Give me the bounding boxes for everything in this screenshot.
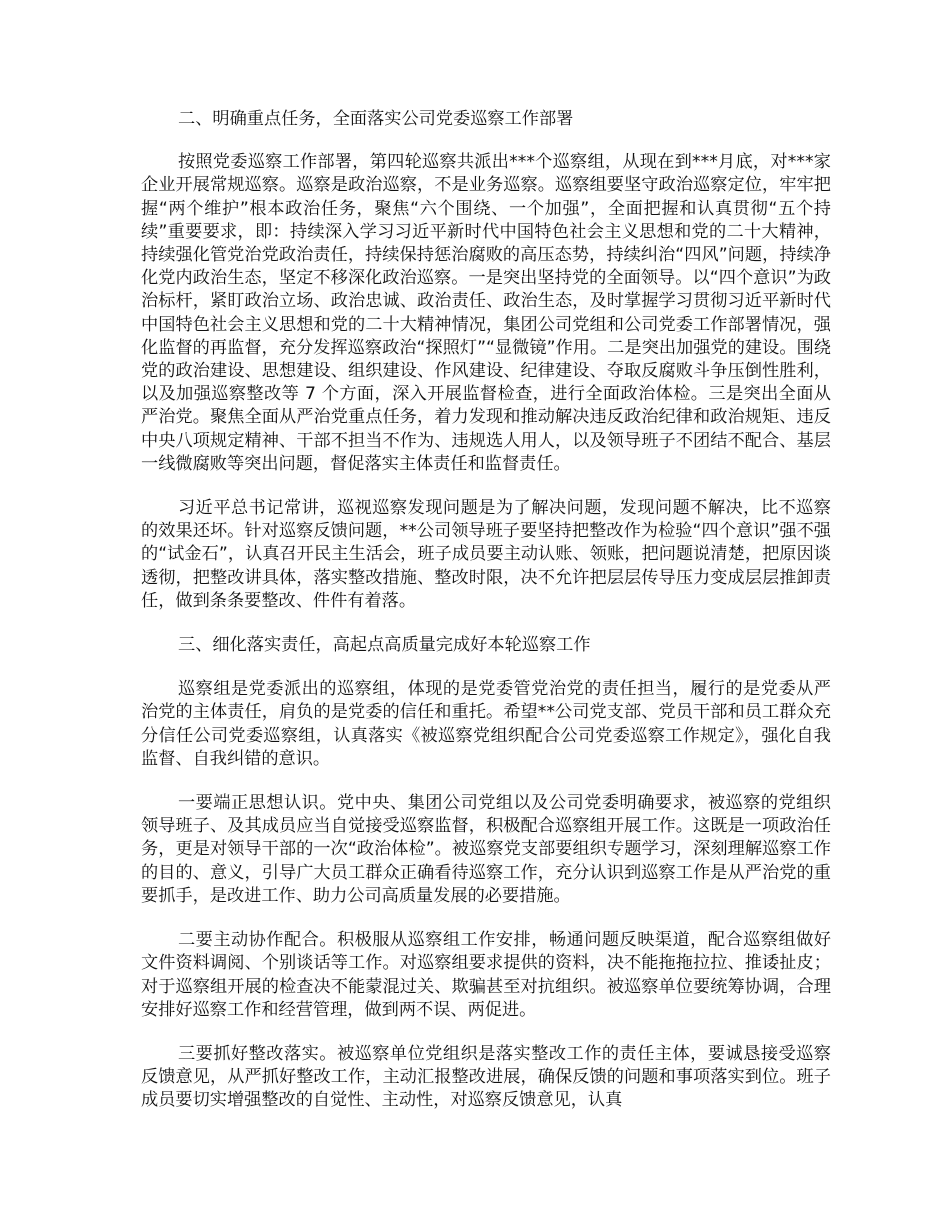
paragraph-point-2: 二要主动协作配合。积极服从巡察组工作安排，畅通问题反映渠道，配合巡察组做好文件资料调阅、个别谈话等工作。对巡察组要求提供的资料，决不能拖拖拉拉、推诿扯皮；对于巡察组开展的检查决不能蒙混过关、欺骗甚至对抗组织。被巡察单位要统筹协调，合理安排好巡察工作和经营管理，做到两不误、两促进。 bbox=[141, 930, 831, 1020]
section-heading-2: 二、明确重点任务，全面落实公司党委巡察工作部署 bbox=[178, 109, 574, 129]
paragraph-patrol-group: 巡察组是党委派出的巡察组，体现的是党委管党治党的责任担当，履行的是党委从严治党的主体责任，肩负的是党委的信任和重托。希望**公司党支部、党员干部和员工群众充分信任公司党委巡察组，认真落实《被巡察党组织配合公司党委巡察工作规定》，强化自我监督、自我纠错的意识。 bbox=[141, 679, 831, 769]
document-page bbox=[141, 108, 831, 1113]
paragraph-patrol-deployment: 按照党委巡察工作部署，第四轮巡察共派出***个巡察组，从现在到***月底，对***家企业开展常规巡察。巡察是政治巡察，不是业务巡察。巡察组要坚守政治巡察定位，牢牢把握“两个维护”根本政治任务，聚焦“六个围绕、一个加强”，全面把握和认真贯彻“五个持续”重要要求，即：持续深入学习习近平新时代中国特色社会主义思想和党的二十大精神，持续强化管党治党政治责任，持续保持惩治腐败的高压态势，持续纠治“四风”问题，持续净化党内政治生态，坚定不移深化政治巡察。一是突出坚持党的全面领导。以“四个意识”为政治标杆，紧盯政治立场、政治忠诚、政治责任、政治生态，及时掌握学习贯彻习近平新时代中国特色社会主义思想和党的二十大精神情况，集团公司党组和公司党委工作部署情况，强化监督的再监督，充分发挥巡察政治“探照灯”“显微镜”作用。二是突出加强党的建设。围绕党的政治建设、思想建设、组织建设、作风建设、纪律建设、夺取反腐败斗争压倒性胜利，以及加强巡察整改等 7 个方面，深入开展监督检查，进行全面政治体检。三是突出全面从严治党。聚焦全面从严治党重点任务，着力发现和推动解决违反政治纪律和政治规矩、违反中央八项规定精神、干部不担当不作为、违规选人用人，以及领导班子不团结不配合、基层一线微腐败等突出问题，督促落实主体责任和监督责任。 bbox=[141, 152, 831, 474]
section-heading-3: 三、细化落实责任，高起点高质量完成好本轮巡察工作 bbox=[178, 635, 591, 656]
paragraph-rectification: 习近平总书记常讲，巡视巡察发现问题是为了解决问题，发现问题不解决，比不巡察的效果还坏。针对巡察反馈问题，**公司领导班子要坚持把整改作为检验“四个意识”强不强的“试金石”，认真召开民主生活会，班子成员要主动认账、领账，把问题说清楚，把原因谈透彻，把整改讲具体，落实整改措施、整改时限，决不允许把层层传导压力变成层层推卸责任，做到条条要整改、件件有着落。 bbox=[141, 498, 831, 611]
paragraph-point-1: 一要端正思想认识。党中央、集团公司党组以及公司党委明确要求，被巡察的党组织领导班子、及其成员应当自觉接受巡察监督，积极配合巡察组开展工作。这既是一项政治任务，更是对领导干部的一次“政治体检”。被巡察党支部要组织专题学习，深刻理解巡察工作的目的、意义，引导广大员工群众正确看待巡察工作，充分认识到巡察工作是从严治党的重要抓手，是改进工作、助力公司高质量发展的必要措施。 bbox=[141, 793, 831, 906]
paragraph-point-3: 三要抓好整改落实。被巡察单位党组织是落实整改工作的责任主体，要诚恳接受巡察反馈意见，从严抓好整改工作，主动汇报整改进展，确保反馈的问题和事项落实到位。班子成员要切实增强整改的自觉性、主动性，对巡察反馈意见，认真 bbox=[141, 1043, 831, 1111]
